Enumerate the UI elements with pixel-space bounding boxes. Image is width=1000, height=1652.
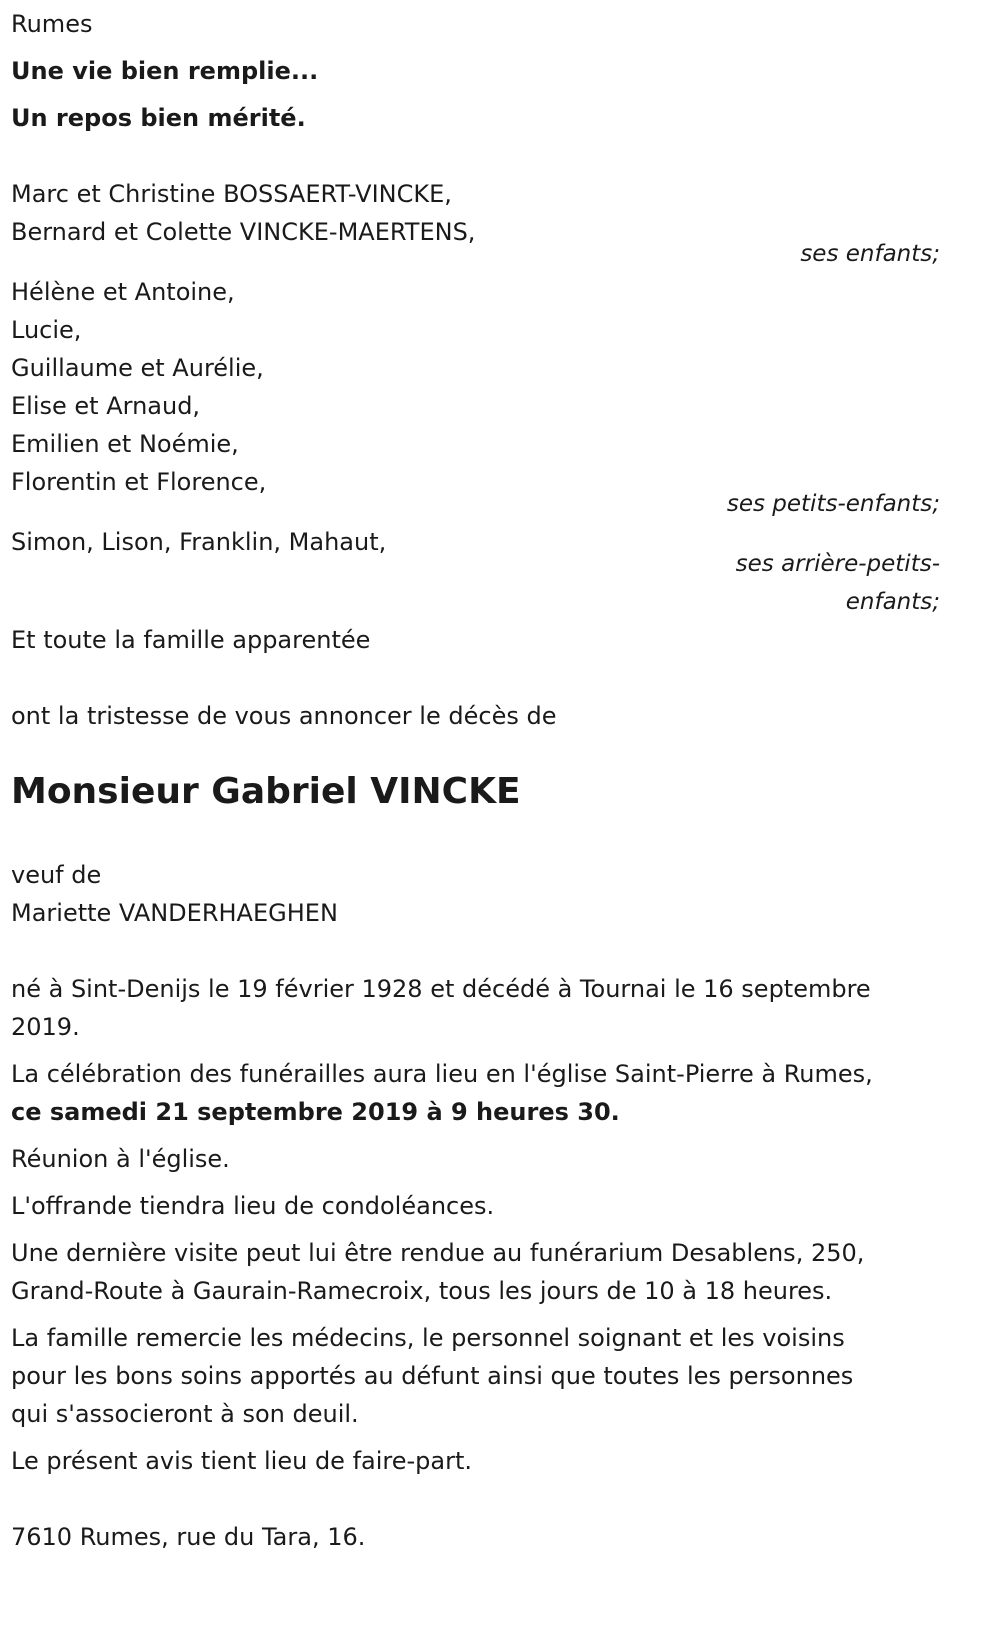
meeting-line: Réunion à l'église.	[11, 1145, 230, 1173]
thanks-line-3: qui s'associeront à son deuil.	[11, 1400, 359, 1428]
children-role: ses enfants;	[800, 241, 940, 267]
motto-line-1: Une vie bien remplie...	[11, 57, 319, 85]
ceremony-line-1: La célébration des funérailles aura lieu en l'église Saint-Pierre à Rumes,	[11, 1060, 873, 1088]
grandchild-line-5: Emilien et Noémie,	[11, 430, 239, 458]
great-grandchildren-line: Simon, Lison, Franklin, Mahaut,	[11, 528, 387, 556]
thanks-line-1: La famille remercie les médecins, le personnel soignant et les voisins	[11, 1324, 845, 1352]
great-grandchildren-role-2: enfants;	[845, 589, 940, 615]
location-heading: Rumes	[11, 10, 93, 38]
birth-death-line-2: 2019.	[11, 1013, 80, 1041]
announcement-line: ont la tristesse de vous annoncer le décès de	[11, 702, 557, 730]
ceremony-line-2: ce samedi 21 septembre 2019 à 9 heures 30.	[11, 1098, 620, 1126]
grandchild-line-3: Guillaume et Aurélie,	[11, 354, 264, 382]
visit-line-1: Une dernière visite peut lui être rendue au funérarium Desablens, 250,	[11, 1239, 865, 1267]
thanks-line-2: pour les bons soins apportés au défunt ainsi que toutes les personnes	[11, 1362, 854, 1390]
notice-line: Le présent avis tient lieu de faire-part.	[11, 1447, 473, 1475]
child-line-2: Bernard et Colette VINCKE-MAERTENS,	[11, 218, 476, 246]
family-line: Et toute la famille apparentée	[11, 626, 371, 654]
grandchild-line-2: Lucie,	[11, 316, 82, 344]
offering-line: L'offrande tiendra lieu de condoléances.	[11, 1192, 495, 1220]
birth-death-line-1: né à Sint-Denijs le 19 février 1928 et décédé à Tournai le 16 septembre	[11, 975, 871, 1003]
widow-of-label: veuf de	[11, 861, 102, 889]
child-line-1: Marc et Christine BOSSAERT-VINCKE,	[11, 180, 452, 208]
grandchild-line-1: Hélène et Antoine,	[11, 278, 235, 306]
visit-line-2: Grand-Route à Gaurain-Ramecroix, tous les jours de 10 à 18 heures.	[11, 1277, 833, 1305]
deceased-name: Monsieur Gabriel VINCKE	[11, 771, 521, 812]
motto-line-2: Un repos bien mérité.	[11, 104, 306, 132]
great-grandchildren-role-1: ses arrière-petits-	[735, 551, 940, 577]
grandchildren-role: ses petits-enfants;	[726, 491, 940, 517]
address-line: 7610 Rumes, rue du Tara, 16.	[11, 1523, 366, 1551]
grandchild-line-6: Florentin et Florence,	[11, 468, 267, 496]
spouse-name: Mariette VANDERHAEGHEN	[11, 899, 338, 927]
grandchild-line-4: Elise et Arnaud,	[11, 392, 201, 420]
